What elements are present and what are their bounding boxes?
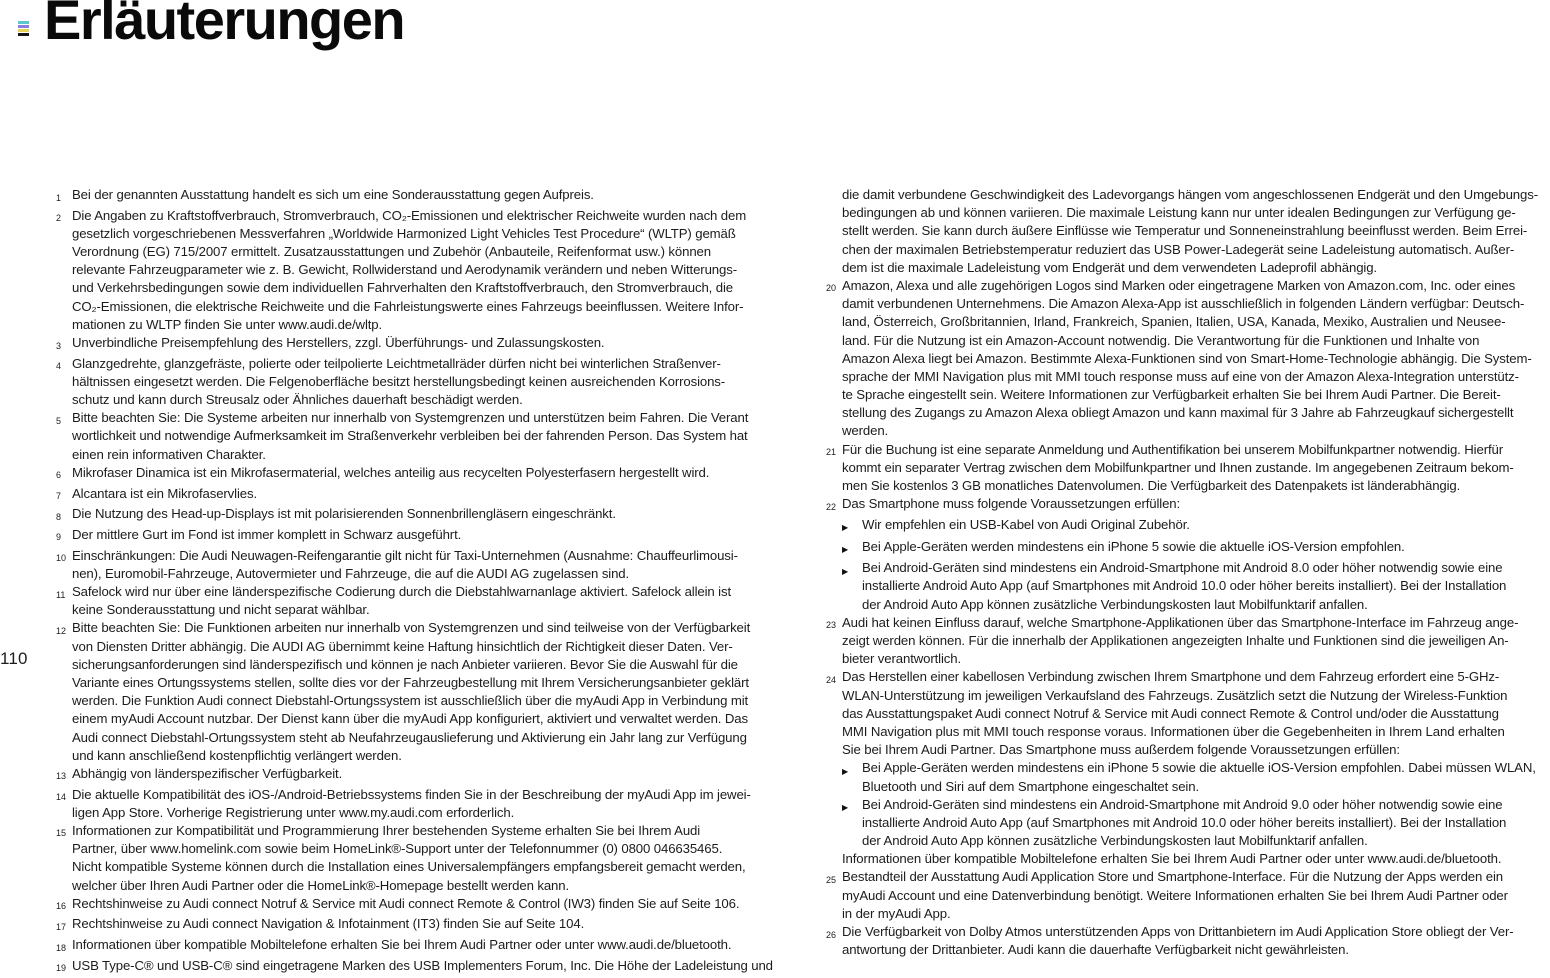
- text-line: ligen App Store. Vorherige Registrierung unter www.my.audi.com erforderlich.: [72, 804, 515, 820]
- stripe: [18, 21, 29, 24]
- footnotes-column-right: [826, 186, 1550, 959]
- footnote-number: 11: [56, 589, 66, 600]
- text-line: von Diensten Dritter abhängig. Die AUDI AG übernimmt keine Haftung hinsichtlich der Richtigkeit dieser Daten. Ver-: [72, 638, 733, 654]
- text-line: Die aktuelle Kompatibilität des iOS-/Android-Betriebssystems finden Sie in der Beschreibung der myAudi App im jewei-: [72, 786, 751, 802]
- text-lines: [72, 936, 790, 954]
- text-line: Bluetooth und Siri auf dem Smartphone eingeschaltet sein.: [862, 778, 1199, 794]
- text-lines: [842, 277, 1550, 441]
- text-line: nen), Euromobil-Fahrzeuge, Autovermieter und Fahrzeuge, die auf die AUDI AG zugelassen sind.: [72, 565, 630, 581]
- text-line: und Verkehrsbedingungen sowie dem individuellen Fahrverhalten den Kraftstoffverbrauch, den Stromverbrauch, die: [72, 280, 733, 296]
- footnote-item: [56, 464, 790, 485]
- text-line: Bitte beachten Sie: Die Systeme arbeiten nur innerhalb von Systemgrenzen und unterstützen beim Fahren. Die Verant: [72, 410, 749, 426]
- text-line: keine Sonderausstattung und nicht separat wählbar.: [72, 602, 370, 618]
- footnote-item: [56, 619, 790, 765]
- text-lines: [72, 583, 790, 619]
- text-line: der Android Auto App können zusätzliche Verbindungskosten laut Mobilfunktarif anfallen.: [862, 596, 1368, 612]
- footnote-number: 15: [56, 828, 67, 839]
- text-line: USB Type-C® und USB-C® sind eingetragene Marken des USB Implementers Forum, Inc. Die Höhe der Ladeleistung und: [72, 957, 773, 973]
- text-line: Wir empfehlen ein USB-Kabel von Audi Original Zubehör.: [862, 516, 1190, 532]
- footnote-item: [56, 505, 790, 526]
- footnote-item: [56, 765, 790, 786]
- text-lines: [72, 915, 790, 933]
- text-line: hältnissen eingesetzt werden. Die Felgenoberfläche besitzt herstellungsbedingt keinen ausreichenden Korrosions-: [72, 373, 726, 389]
- stripe: [18, 29, 29, 32]
- footnote-number: 10: [56, 553, 67, 564]
- text-line: zeigt werden können. Für die innerhalb der Applikationen angezeigten Inhalte und Funktionen sind die jeweiligen An-: [842, 633, 1509, 649]
- text-line: werden.: [842, 423, 889, 439]
- text-line: bedingungen ab und können variieren. Die maximale Leistung kann nur unter idealen Bedingungen zur Verfügung ge-: [842, 205, 1516, 221]
- text-lines: [72, 334, 790, 352]
- text-line: Glanzgedrehte, glanzgefräste, polierte oder teilpolierte Leichtmetallräder dürfen nicht bei winterlichen Straßenver-: [72, 355, 721, 371]
- text-line: und kann anschließend kostenpflichtig verlängert werden.: [72, 747, 402, 763]
- text-line: Das Smartphone muss folgende Voraussetzungen erfüllen:: [842, 496, 1181, 512]
- text-line: Der mittlere Gurt im Fond ist immer komplett in Schwarz ausgeführt.: [72, 526, 462, 542]
- text-lines: [862, 516, 1550, 534]
- text-line: Die Nutzung des Head-up-Displays ist mit polarisierenden Sonnenbrillengläsern eingeschränkt.: [72, 506, 616, 522]
- text-line: Bitte beachten Sie: Die Funktionen arbeiten nur innerhalb von Systemgrenzen und sind teilweise von der Verfügbarkeit: [72, 620, 751, 636]
- text-line: land, Österreich, Großbritannien, Irland, Frankreich, Spanien, Italien, USA, Kanada, Mexiko, Australien und Neusee-: [842, 314, 1506, 330]
- text-line: Abhängig von länderspezifischer Verfügbarkeit.: [72, 765, 343, 781]
- footnote-number: 12: [56, 625, 67, 636]
- text-line: damit verbundenen Unternehmens. Die Amazon Alexa-App ist ausschließlich in folgenden Ländern verfügbar: Deutsch-: [842, 296, 1525, 312]
- text-line: CO₂-Emissionen, die elektrische Reichweite und die Fahrleistungswerte eines Fahrzeugs beeinflussen. Weitere Infor-: [72, 298, 744, 314]
- footnote-number: 1: [56, 192, 62, 203]
- bullet-item: [842, 759, 1550, 795]
- text-line: Amazon, Alexa und alle zugehörigen Logos sind Marken oder eingetragene Marken von Amazon.com, Inc. oder eines: [842, 277, 1516, 293]
- footnote-item: [826, 923, 1550, 959]
- text-line: te Sprache eingestellt sein. Weitere Informationen zur Verfügbarkeit erhalten Sie bei Ihrem Audi Partner. Die Bereit-: [842, 387, 1501, 403]
- footnote-item: [826, 277, 1550, 441]
- footnote-number: 2: [56, 213, 62, 224]
- footnote-item: [826, 495, 1550, 516]
- text-line: Mikrofaser Dinamica ist ein Mikrofasermaterial, welches anteilig aus recycelten Polyesterfasern hergestellt wird.: [72, 464, 710, 480]
- bullet-triangle-icon: ▶: [842, 566, 849, 576]
- text-line: Informationen über kompatible Mobiltelefone erhalten Sie bei Ihrem Audi Partner oder unter www.audi.de/bluetooth.: [842, 851, 1502, 867]
- footnote-item: [56, 915, 790, 936]
- text-lines: [862, 759, 1550, 795]
- footnote-item: [56, 786, 790, 822]
- text-lines: [842, 668, 1550, 759]
- footnote-number: 9: [56, 532, 62, 543]
- text-line: antwortung der Drittanbieter. Audi kann die dauerhafte Verfügbarkeit nicht gewährleisten.: [842, 942, 1349, 958]
- text-lines: [842, 868, 1550, 923]
- bullet-triangle-icon: ▶: [842, 545, 849, 555]
- text-lines: [862, 538, 1550, 556]
- footnote-number: 17: [56, 921, 67, 932]
- text-line: einen rein informativen Charakter.: [72, 446, 266, 462]
- text-line: welcher über Ihren Audi Partner oder die HomeLink®-Homepage bestellt werden kann.: [72, 877, 570, 893]
- footnote-item: [826, 668, 1550, 759]
- stripe: [18, 25, 29, 28]
- footnote-number: 23: [826, 620, 837, 631]
- text-line: die damit verbundene Geschwindigkeit des Ladevorgangs hängen vom angeschlossenen Endgerät und den Umgebungs-: [842, 187, 1538, 202]
- text-lines: [72, 186, 790, 204]
- text-lines: [72, 464, 790, 482]
- text-lines: [862, 559, 1550, 614]
- color-stripes-icon: [18, 21, 29, 37]
- text-line: Informationen zur Kompatibilität und Programmierung Ihrer bestehenden Systeme erhalten Sie bei Ihrem Audi: [72, 822, 701, 838]
- text-lines: [72, 619, 790, 765]
- footnote-number: 3: [56, 340, 62, 351]
- text-lines: [72, 505, 790, 523]
- text-line: Die Verfügbarkeit von Dolby Atmos unterstützenden Apps von Drittanbietern im Audi Application Store obliegt der Ver-: [842, 924, 1514, 940]
- page-title: Erläuterungen: [44, 0, 405, 51]
- text-line: sprache der MMI Navigation plus mit MMI touch response muss auf eine von der Amazon Alexa-Integration unterstütz-: [842, 368, 1519, 384]
- text-line: der Android Auto App können zusätzliche Verbindungskosten laut Mobilfunktarif anfallen.: [862, 833, 1368, 849]
- text-line: Amazon Alexa liegt bei Amazon. Bestimmte Alexa-Funktionen sind von Smart-Home-Technologie abhängig. Die System-: [842, 350, 1532, 366]
- text-line: wortlichkeit und notwendige Aufmerksamkeit im Straßenverkehr verbleiben bei der fahrenden Person. Das System hat: [72, 428, 748, 444]
- text-lines: [72, 822, 790, 895]
- footnote-number: 14: [56, 792, 67, 803]
- text-line: werden. Die Funktion Audi connect Diebstahl-Ortungssystem ist ausschließlich über die myAudi App in Verbindung mit: [72, 693, 749, 709]
- text-line: WLAN-Unterstützung im jeweiligen Verkaufsland des Fahrzeugs. Zusätzlich setzt die Nutzung der Wireless-Funktion: [842, 687, 1508, 703]
- text-lines: [842, 495, 1550, 513]
- text-line: Bei Apple-Geräten werden mindestens ein iPhone 5 sowie die aktuelle iOS-Version empfohlen.: [862, 538, 1405, 554]
- text-line: myAudi Account und eine Datenverbindung benötigt. Weitere Informationen erhalten Sie bei Ihrem Audi Partner oder: [842, 887, 1508, 903]
- stripe: [18, 33, 29, 36]
- footnote-item: [56, 485, 790, 506]
- continuation-text: [842, 186, 1550, 277]
- footnotes-column-left: [56, 186, 790, 978]
- text-line: dem ist die maximale Ladeleistung vom Endgerät und dem verwendeten Ladeprofil abhängig.: [842, 259, 1377, 275]
- footnote-number: 24: [826, 674, 837, 685]
- text-line: Variante eines Ortungssystems stellen, sollte dies vor der Fahrzeugbestellung mit Ihrem Versicherungsanbieter geklärt: [72, 674, 749, 690]
- text-line: Verordnung (EG) 715/2007 ermittelt. Zusatzausstattungen und Zubehör (Anbauteile, Reifenformat usw.) können: [72, 244, 711, 260]
- text-lines: [72, 895, 790, 913]
- footnote-number: 20: [826, 283, 837, 294]
- text-line: land. Für die Nutzung ist ein Amazon-Account notwendig. Die Verantwortung für die Funktionen und Inhalte von: [842, 332, 1480, 348]
- text-line: Audi hat keinen Einfluss darauf, welche Smartphone-Applikationen über das Smartphone-Interface im Fahrzeug ange-: [842, 614, 1519, 630]
- footnote-item: [56, 583, 790, 619]
- text-line: in der myAudi App.: [842, 905, 951, 921]
- bullet-item: [842, 559, 1550, 614]
- text-line: Die Angaben zu Kraftstoffverbrauch, Stromverbrauch, CO₂-Emissionen und elektrischer Reichweite wurden nach dem: [72, 207, 747, 223]
- text-line: Partner, über www.homelink.com sowie beim HomeLink®-Support unter der Telefonnummer (0) 0800 046635465.: [72, 841, 723, 857]
- footnote-item: [56, 547, 790, 583]
- text-line: Bei der genannten Ausstattung handelt es sich um eine Sonderausstattung gegen Aufpreis.: [72, 187, 594, 202]
- text-line: schutz und kann durch Streusalz oder Ähnliches dauerhaft beschädigt werden.: [72, 392, 523, 408]
- text-line: stellung des Zugangs zu Amazon Alexa obliegt Amazon und kann maximal für 3 Jahre ab Fahrzeugkauf sichergestellt: [842, 405, 1514, 421]
- text-line: men Sie kostenlos 3 GB monatliches Datenvolumen. Die Verfügbarkeit des Datenpakets ist länderabhängig.: [842, 478, 1461, 493]
- footnote-item: [56, 936, 790, 957]
- text-lines: [72, 957, 790, 975]
- footnote-number: 5: [56, 415, 62, 426]
- text-line: Unverbindliche Preisempfehlung des Herstellers, zzgl. Überführungs- und Zulassungskosten.: [72, 335, 605, 351]
- text-lines: [842, 186, 1550, 277]
- footnote-item: [826, 441, 1550, 496]
- footnote-item: [826, 868, 1550, 923]
- footnote-item: [56, 957, 790, 978]
- footnote-number: 18: [56, 942, 67, 953]
- text-line: mationen zu WLTP finden Sie unter www.audi.de/wltp.: [72, 316, 383, 332]
- text-lines: [842, 441, 1550, 496]
- footnote-number: 25: [826, 874, 837, 885]
- bullet-triangle-icon: ▶: [842, 766, 849, 776]
- text-lines: [842, 850, 1550, 868]
- footnote-item: [56, 822, 790, 895]
- footnote-item: [56, 355, 790, 410]
- text-lines: [72, 547, 790, 583]
- text-line: Sie bei Ihrem Audi Partner. Das Smartphone muss außerdem folgende Voraussetzungen erfüllen:: [842, 742, 1400, 758]
- text-line: einem myAudi Account nutzbar. Der Dienst kann über die myAudi App konfiguriert, aktiviert und verwaltet werden. Das: [72, 711, 748, 727]
- footnote-number: 13: [56, 771, 67, 782]
- bullet-item: [842, 538, 1550, 560]
- text-line: bieter verantwortlich.: [842, 651, 962, 667]
- footnote-number: 26: [826, 929, 837, 940]
- text-lines: [72, 765, 790, 783]
- footnote-number: 16: [56, 901, 67, 912]
- text-line: kommt ein separater Vertrag zwischen dem Mobilfunkpartner und Ihnen zustande. Im angegebenen Zeitraum bekom-: [842, 459, 1514, 475]
- bullet-triangle-icon: ▶: [842, 803, 849, 813]
- footnote-item: [56, 526, 790, 547]
- text-lines: [862, 796, 1550, 851]
- bullet-item: [842, 796, 1550, 851]
- text-line: gesetzlich vorgeschriebenen Messverfahren „Worldwide Harmonized Light Vehicles Test Procedure“ (WLTP) gemäß: [72, 225, 736, 241]
- text-line: Rechtshinweise zu Audi connect Navigation & Infotainment (IT3) finden Sie auf Seite 104.: [72, 916, 585, 932]
- footnote-number: 21: [826, 447, 837, 458]
- footnote-number: 6: [56, 470, 62, 481]
- footnote-number: 8: [56, 511, 62, 522]
- text-line: Bei Android-Geräten sind mindestens ein Android-Smartphone mit Android 9.0 oder höher notwendig sowie eine: [862, 796, 1503, 812]
- text-lines: [842, 614, 1550, 669]
- text-lines: [72, 207, 790, 334]
- text-lines: [842, 923, 1550, 959]
- text-line: Bei Android-Geräten sind mindestens ein Android-Smartphone mit Android 8.0 oder höher notwendig sowie eine: [862, 560, 1503, 576]
- text-line: sicherungsanforderungen sind länderspezifisch und können je nach Anbieter variieren. Bevor Sie die Auswahl für die: [72, 656, 738, 672]
- text-line: Safelock wird nur über eine länderspezifische Codierung durch die Diebstahlwarnanlage aktiviert. Safelock allein ist: [72, 584, 732, 600]
- footnote-item: [56, 409, 790, 464]
- text-lines: [72, 409, 790, 464]
- text-line: Bestandteil der Ausstattung Audi Application Store und Smartphone-Interface. Für die Nutzung der Apps werden ein: [842, 869, 1504, 885]
- text-line: chen der maximalen Betriebstemperatur reduziert das USB Power-Ladegerät seine Ladeleistung automatisch. Außer-: [842, 241, 1515, 257]
- footnote-number: 7: [56, 491, 62, 502]
- text-line: relevante Fahrzeugparameter wie z. B. Gewicht, Rollwiderstand und Aerodynamik verändern und neben Witterungs-: [72, 262, 737, 278]
- text-line: Für die Buchung ist eine separate Anmeldung und Authentifikation bei unserem Mobilfunkpartner notwendig. Hierfür: [842, 441, 1503, 457]
- footnote-number: 19: [56, 963, 67, 974]
- text-line: Bei Apple-Geräten werden mindestens ein iPhone 5 sowie die aktuelle iOS-Version empfohlen. Dabei müssen WLAN,: [862, 760, 1536, 776]
- bullet-item: [842, 516, 1550, 538]
- footnote-item: [826, 614, 1550, 669]
- text-line: installierte Android Auto App (auf Smartphones mit Android 10.0 oder höher bereits installiert). Bei der Installation: [862, 814, 1507, 830]
- text-line: stellt werden. Sie kann durch äußere Einflüsse wie Temperatur und Sonneneinstrahlung beeinflusst werden. Beim Errei-: [842, 223, 1528, 239]
- page-number: 110: [0, 649, 28, 668]
- continuation-text: [842, 850, 1550, 868]
- text-line: das Ausstattungspaket Audi connect Notruf & Service mit Audi connect Remote & Control und/oder die Ausstattung: [842, 705, 1499, 721]
- text-line: Nicht kompatible Systeme können durch die Installation eines Universalempfängers empfangsbereit gemacht werden,: [72, 859, 746, 875]
- text-line: Audi connect Diebstahl-Ortungssystem steht ab Neufahrzeugauslieferung und Aktivierung ein Jahr lang zur Verfügung: [72, 729, 747, 745]
- text-lines: [72, 485, 790, 503]
- footnote-item: [56, 207, 790, 334]
- text-line: Rechtshinweise zu Audi connect Notruf & Service mit Audi connect Remote & Control (IW3) finden Sie auf Seite 106.: [72, 895, 740, 911]
- text-line: Einschränkungen: Die Audi Neuwagen-Reifengarantie gilt nicht für Taxi-Unternehmen (Ausnahme: Chauffeurlimousi-: [72, 547, 738, 563]
- text-line: Das Herstellen einer kabellosen Verbindung zwischen Ihrem Smartphone und dem Fahrzeug erfordert eine 5-GHz-: [842, 669, 1500, 685]
- text-line: installierte Android Auto App (auf Smartphones mit Android 10.0 oder höher bereits installiert). Bei der Installation: [862, 578, 1507, 594]
- footnote-item: [56, 186, 790, 207]
- footnote-number: 4: [56, 361, 62, 372]
- text-lines: [72, 526, 790, 544]
- footnote-item: [56, 334, 790, 355]
- footnote-item: [56, 895, 790, 916]
- text-line: Informationen über kompatible Mobiltelefone erhalten Sie bei Ihrem Audi Partner oder unter www.audi.de/bluetooth.: [72, 937, 732, 953]
- text-lines: [72, 786, 790, 822]
- text-line: Alcantara ist ein Mikrofaservlies.: [72, 485, 258, 501]
- bullet-triangle-icon: ▶: [842, 523, 849, 533]
- text-line: MMI Navigation plus mit MMI touch response voraus. Informationen über die Gegebenheiten in Ihrem Land erhalten: [842, 723, 1505, 739]
- text-lines: [72, 355, 790, 410]
- footnote-number: 22: [826, 501, 837, 512]
